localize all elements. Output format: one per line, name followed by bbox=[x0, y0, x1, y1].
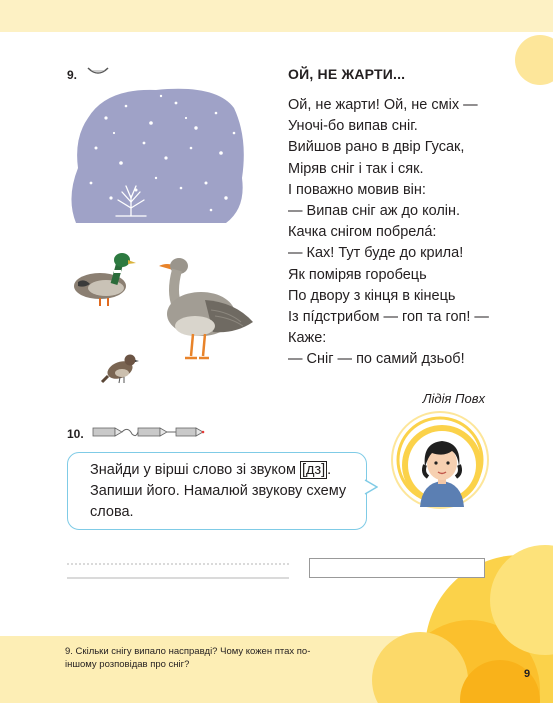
poem-line: — Сніг — по самий дзьоб! bbox=[288, 351, 465, 368]
poem-line: Уночі-бо випав сніг. bbox=[288, 118, 418, 135]
poem-line: Із пíдстрибом — гоп та гоп! — bbox=[288, 309, 489, 326]
sound-scheme-box[interactable] bbox=[309, 558, 485, 578]
poem-line: Качка снігом побрелá: bbox=[288, 224, 437, 241]
poem-line: По двору з кінця в кінець bbox=[288, 287, 456, 304]
poem-line: — Ках! Тут буде до крила! bbox=[288, 245, 464, 262]
snow-scene-illustration bbox=[66, 78, 251, 228]
goose-illustration bbox=[155, 252, 257, 364]
task-text-part: . Запиши його. Намалюй звукову схему слова. bbox=[90, 462, 347, 520]
poem-title: ОЙ, НЕ ЖАРТИ... bbox=[288, 66, 406, 82]
poem-line: Ой, не жарти! Ой, не сміх — bbox=[288, 97, 478, 113]
poem-line: Як поміряв горобець bbox=[288, 266, 427, 283]
poem-line: — Випав сніг аж до колін. bbox=[288, 203, 461, 220]
poem-line: І поважно мовив він: bbox=[288, 181, 426, 198]
poem-line: Каже: bbox=[288, 330, 327, 347]
task-text bbox=[90, 460, 360, 523]
writing-pencils-icon bbox=[92, 424, 207, 440]
poem-author: Лідія Повх bbox=[422, 391, 485, 406]
task-text-part: Знайди у вірші слово зі звуком bbox=[90, 462, 300, 478]
exercise-10-number: 10. bbox=[67, 427, 84, 441]
poem-text bbox=[288, 95, 489, 371]
footnote-question: 9. Скільки снігу випало насправді? Чому кожен птах по-іншому розповідав про сніг? bbox=[65, 646, 311, 670]
poem-line: Міряв сніг і так і сяк. bbox=[288, 160, 424, 177]
sparrow-illustration bbox=[100, 350, 140, 386]
listen-read-icon bbox=[86, 64, 110, 78]
exercise-9-number: 9. bbox=[67, 68, 78, 82]
speech-bubble-tail bbox=[362, 479, 378, 495]
answer-writing-lines[interactable] bbox=[67, 562, 289, 580]
page-number: 9 bbox=[524, 668, 531, 680]
poem-line: Вийшов рано в двір Гусак, bbox=[288, 139, 465, 156]
girl-avatar bbox=[398, 421, 486, 509]
duck-illustration bbox=[70, 248, 140, 310]
sound-transcription: [дз] bbox=[302, 462, 326, 478]
